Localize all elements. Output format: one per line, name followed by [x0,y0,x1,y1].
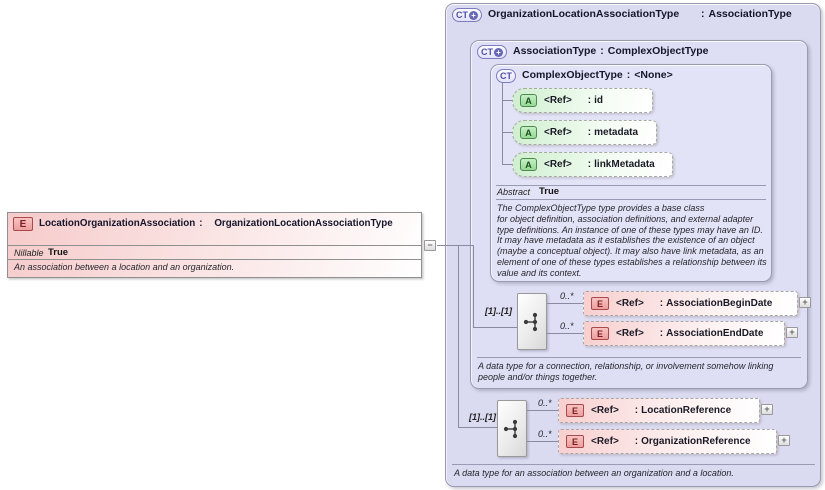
colon-separator: : [659,328,664,339]
association-type-title [513,45,709,58]
outer-type-title [488,8,792,21]
tree-line [473,245,474,328]
complextype-badge [477,45,507,59]
abstract-property-value: True [539,186,560,197]
branch-line [527,410,558,411]
attribute-badge: A [520,126,537,139]
branch-line [547,303,583,304]
occurs-label: 0..* [560,291,574,301]
expand-button[interactable]: + [786,327,798,338]
property-separator [8,259,421,260]
entry-connector-line [437,245,474,246]
complextype-badge [452,8,482,22]
ref-label: <Ref> [591,405,619,416]
colon-separator: : [701,8,705,20]
colon-separator: : [199,218,203,229]
nillable-property-value: True [48,247,69,258]
complex-object-type-title [522,69,673,82]
element-header [13,217,419,231]
colon-separator: : [587,127,592,138]
badge-label: CT [500,71,512,81]
branch-line [527,441,558,442]
cardinality-label: [1]..[1] [485,306,512,316]
badge-label: CT [456,10,468,20]
base-type-name: ComplexObjectType [607,45,709,57]
element-name-text: LocationOrganizationAssociation [39,218,196,229]
element-type-name: OrganizationLocationAssociationType [214,218,393,229]
cardinality-label: [1]..[1] [469,412,496,422]
badge-label: CT [481,47,493,57]
type-name: OrganizationLocationAssociationType [488,8,680,20]
attribute-tree-line [502,83,503,165]
attribute-name [588,95,603,106]
abstract-property-name: Abstract [497,187,531,197]
attribute-branch-line [502,100,512,101]
element-ref-associationbegindate[interactable] [583,291,798,316]
derived-plus-icon: + [494,48,503,57]
element-name [635,436,751,447]
description-separator [477,357,801,358]
ref-label: <Ref> [544,95,572,106]
colon-separator: : [634,436,639,447]
element-badge: E [566,404,584,417]
expand-button[interactable]: + [799,297,811,308]
element-name [660,298,772,309]
description-text: for object definition, association definitions, and external adapter type definitions. An instance of one of these types may have an ID. It may have metadata as it establishes the existence of an object (maybe a conceptual object). It may also have link metadata, as an element of one of these types establishes a relationship between its value and its context. [497,213,767,278]
attribute-badge: A [520,158,537,171]
element-badge: E [591,297,609,310]
colon-separator: : [659,298,664,309]
element-title [39,217,401,230]
element-description: An association between a location and an organization. [14,262,235,272]
collapse-button[interactable]: − [424,240,436,251]
expand-button[interactable]: + [778,435,790,446]
element-name-text: LocationReference [641,405,732,416]
attribute-ref-linkmetadata[interactable] [512,152,673,177]
outer-type-description: A data type for an association between an organization and a location. [454,468,734,478]
attribute-badge: A [520,94,537,107]
derived-plus-icon: + [469,11,478,20]
element-badge: E [566,435,584,448]
element-badge: E [13,217,33,231]
ref-label: <Ref> [591,436,619,447]
branch-line [547,333,583,334]
tree-line [458,245,459,428]
property-separator [496,185,766,186]
association-type-description: A data type for a connection, relationship, or involvement somehow linking people and/or things together. [478,361,774,382]
complex-object-type-description [497,203,769,279]
element-name [635,405,731,416]
description-separator [452,464,815,465]
colon-separator: : [626,69,631,81]
expand-button[interactable]: + [761,404,773,415]
outer-type-header [452,8,816,22]
attribute-name [588,127,638,138]
attribute-branch-line [502,132,512,133]
element-ref-organizationreference[interactable] [558,429,777,454]
association-type-header [477,45,709,59]
complextype-badge [496,69,516,83]
colon-separator: : [634,405,639,416]
description-line: The ComplexObjectType type provides a base class [497,203,705,213]
base-type-name: <None> [634,69,673,81]
attribute-name-text: metadata [594,127,639,138]
tree-elbow-line [458,427,497,428]
ref-label: <Ref> [616,298,644,309]
type-name: ComplexObjectType [522,69,623,81]
occurs-label: 0..* [538,398,552,408]
attribute-name [588,159,655,170]
occurs-label: 0..* [560,321,574,331]
element-badge: E [591,327,609,340]
element-name [660,328,764,339]
tree-elbow-line [473,327,517,328]
element-ref-locationreference[interactable] [558,398,760,423]
element-name-text: AssociationEndDate [666,328,764,339]
compositor-glyph-icon [522,310,542,334]
colon-separator: : [587,159,592,170]
base-type-name: AssociationType [708,8,792,20]
sequence-group-icon [517,293,547,350]
sequence-group-icon [497,400,527,457]
attribute-name-text: id [594,95,604,106]
ref-label: <Ref> [616,328,644,339]
property-separator [496,199,766,200]
attribute-branch-line [502,164,512,165]
attribute-ref-id[interactable] [512,88,653,113]
attribute-ref-metadata[interactable] [512,120,657,145]
compositor-glyph-icon [502,417,522,441]
element-name-text: OrganizationReference [641,436,751,447]
nillable-property-name: Nillable [14,248,44,258]
ref-label: <Ref> [544,159,572,170]
ref-label: <Ref> [544,127,572,138]
property-separator [8,245,421,246]
colon-separator: : [600,45,604,57]
attribute-name-text: linkMetadata [594,159,655,170]
colon-separator: : [587,95,592,106]
occurs-label: 0..* [538,429,552,439]
element-name-text: AssociationBeginDate [666,298,773,309]
element-ref-associationenddate[interactable] [583,321,785,346]
complex-object-type-header [496,69,673,83]
type-name: AssociationType [513,45,597,57]
